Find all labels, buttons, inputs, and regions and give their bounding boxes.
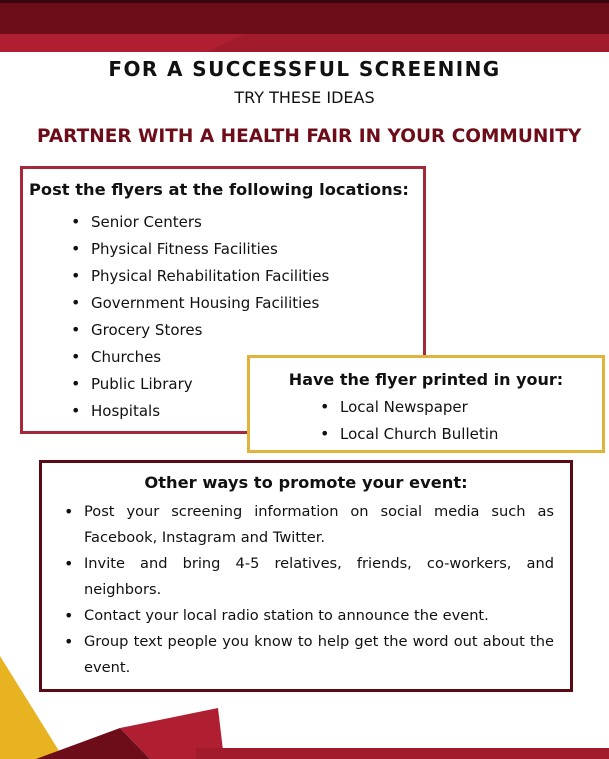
list-item: • Government Housing Facilities [71,292,329,319]
red-wedge-shape [120,708,224,759]
list-item: • Hospitals [71,400,329,427]
printed-heading: Have the flyer printed in your: [288,370,564,389]
list-item: • Grocery Stores [71,319,329,346]
list-item: • Local Church Bulletin [320,423,498,450]
footer-band-shape [196,748,609,759]
list-item: • Churches [71,346,329,373]
list-item: • Post your screening information on social media such as Facebook, Instagram and Twitter. [64,499,554,551]
list-item: • Contact your local radio station to announce the event. [64,603,554,629]
locations-heading: Post the flyers at the following locations: [29,180,409,199]
page-title: FOR A SUCCESSFUL SCREENING [108,57,501,81]
dark-red-triangle-shape [36,728,150,759]
printed-list [320,396,498,450]
header-band-dark [0,0,609,34]
list-item: • Invite and bring 4-5 relatives, friends, co-workers, and neighbors. [64,551,554,603]
header-band-edge [0,0,609,3]
list-item: • Public Library [71,373,329,400]
list-item: • Senior Centers [71,211,329,238]
printed-box [247,355,605,453]
other-ways-heading: Other ways to promote your event: [144,473,468,492]
other-ways-box [39,460,573,692]
list-item: • Physical Rehabilitation Facilities [71,265,329,292]
page-subtitle: TRY THESE IDEAS [234,88,375,107]
partner-heading: PARTNER WITH A HEALTH FAIR IN YOUR COMMUNITY [37,126,582,147]
list-item: • Physical Fitness Facilities [71,238,329,265]
list-item: • Group text people you know to help get the word out about the event. [64,629,554,681]
other-ways-list [64,499,554,681]
list-item: • Local Newspaper [320,396,498,423]
